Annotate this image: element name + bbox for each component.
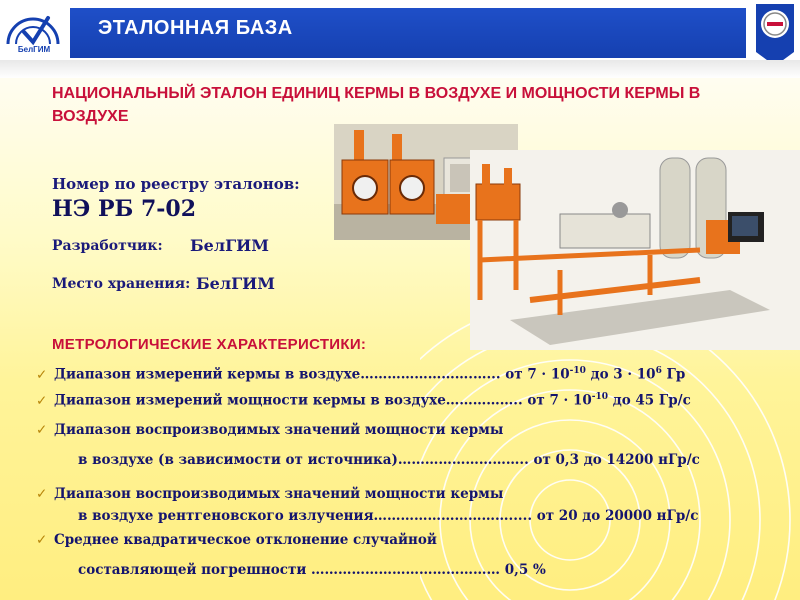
list-item: ✓ Среднее квадратическое отклонение случайной [36,532,437,548]
page-title: ЭТАЛОННАЯ БАЗА [98,17,293,39]
list-item: ✓ Диапазон воспроизводимых значений мощности кермы [36,486,504,502]
emblem-badge-icon [754,2,796,68]
developer-value: БелГИМ [190,236,270,255]
storage-value: БелГИМ [196,274,276,293]
list-item-continuation: в воздухе (в зависимости от источника)……………………….. от 0,3 до 14200 нГр/с [78,452,700,468]
list-item-continuation: составляющей погрешности …………………………………… 0,5 % [78,562,546,578]
list-item: ✓ Диапазон измерений мощности кермы в воздухе…………….. от $7 \cdot 10^{-10}$ до 45 Гр/с [36,392,691,409]
header-divider [0,60,800,78]
belgim-logo-icon [4,4,62,50]
check-icon: ✓ [36,392,48,409]
logo-text: БелГИМ [17,45,51,54]
registry-label: Номер по реестру эталонов: [52,175,300,193]
check-icon: ✓ [36,366,48,383]
equipment-photo-2 [470,150,800,350]
metrology-title: МЕТРОЛОГИЧЕСКИЕ ХАРАКТЕРИСТИКИ: [52,336,367,353]
list-item: ✓ Диапазон измерений кермы в воздухе…………………….…... от $7 \cdot 10^{-10}$ до $3 \cdot 10^6$ Гр [36,366,686,383]
list-item: ✓ Диапазон воспроизводимых значений мощности кермы [36,422,504,438]
check-icon: ✓ [36,422,48,438]
storage-label: Место хранения: [52,276,191,292]
check-icon: ✓ [36,532,48,548]
check-icon: ✓ [36,486,48,502]
list-item-continuation: в воздухе рентгеновского излучения…………………………..... от 20 до 20000 нГр/с [78,508,699,524]
header [0,0,800,62]
developer-label: Разработчик: [52,238,163,254]
main-heading: НАЦИОНАЛЬНЫЙ ЭТАЛОН ЕДИНИЦ КЕРМЫ В ВОЗДУХЕ И МОЩНОСТИ КЕРМЫ В ВОЗДУХЕ [52,85,701,125]
registry-number: НЭ РБ 7-02 [52,196,196,222]
